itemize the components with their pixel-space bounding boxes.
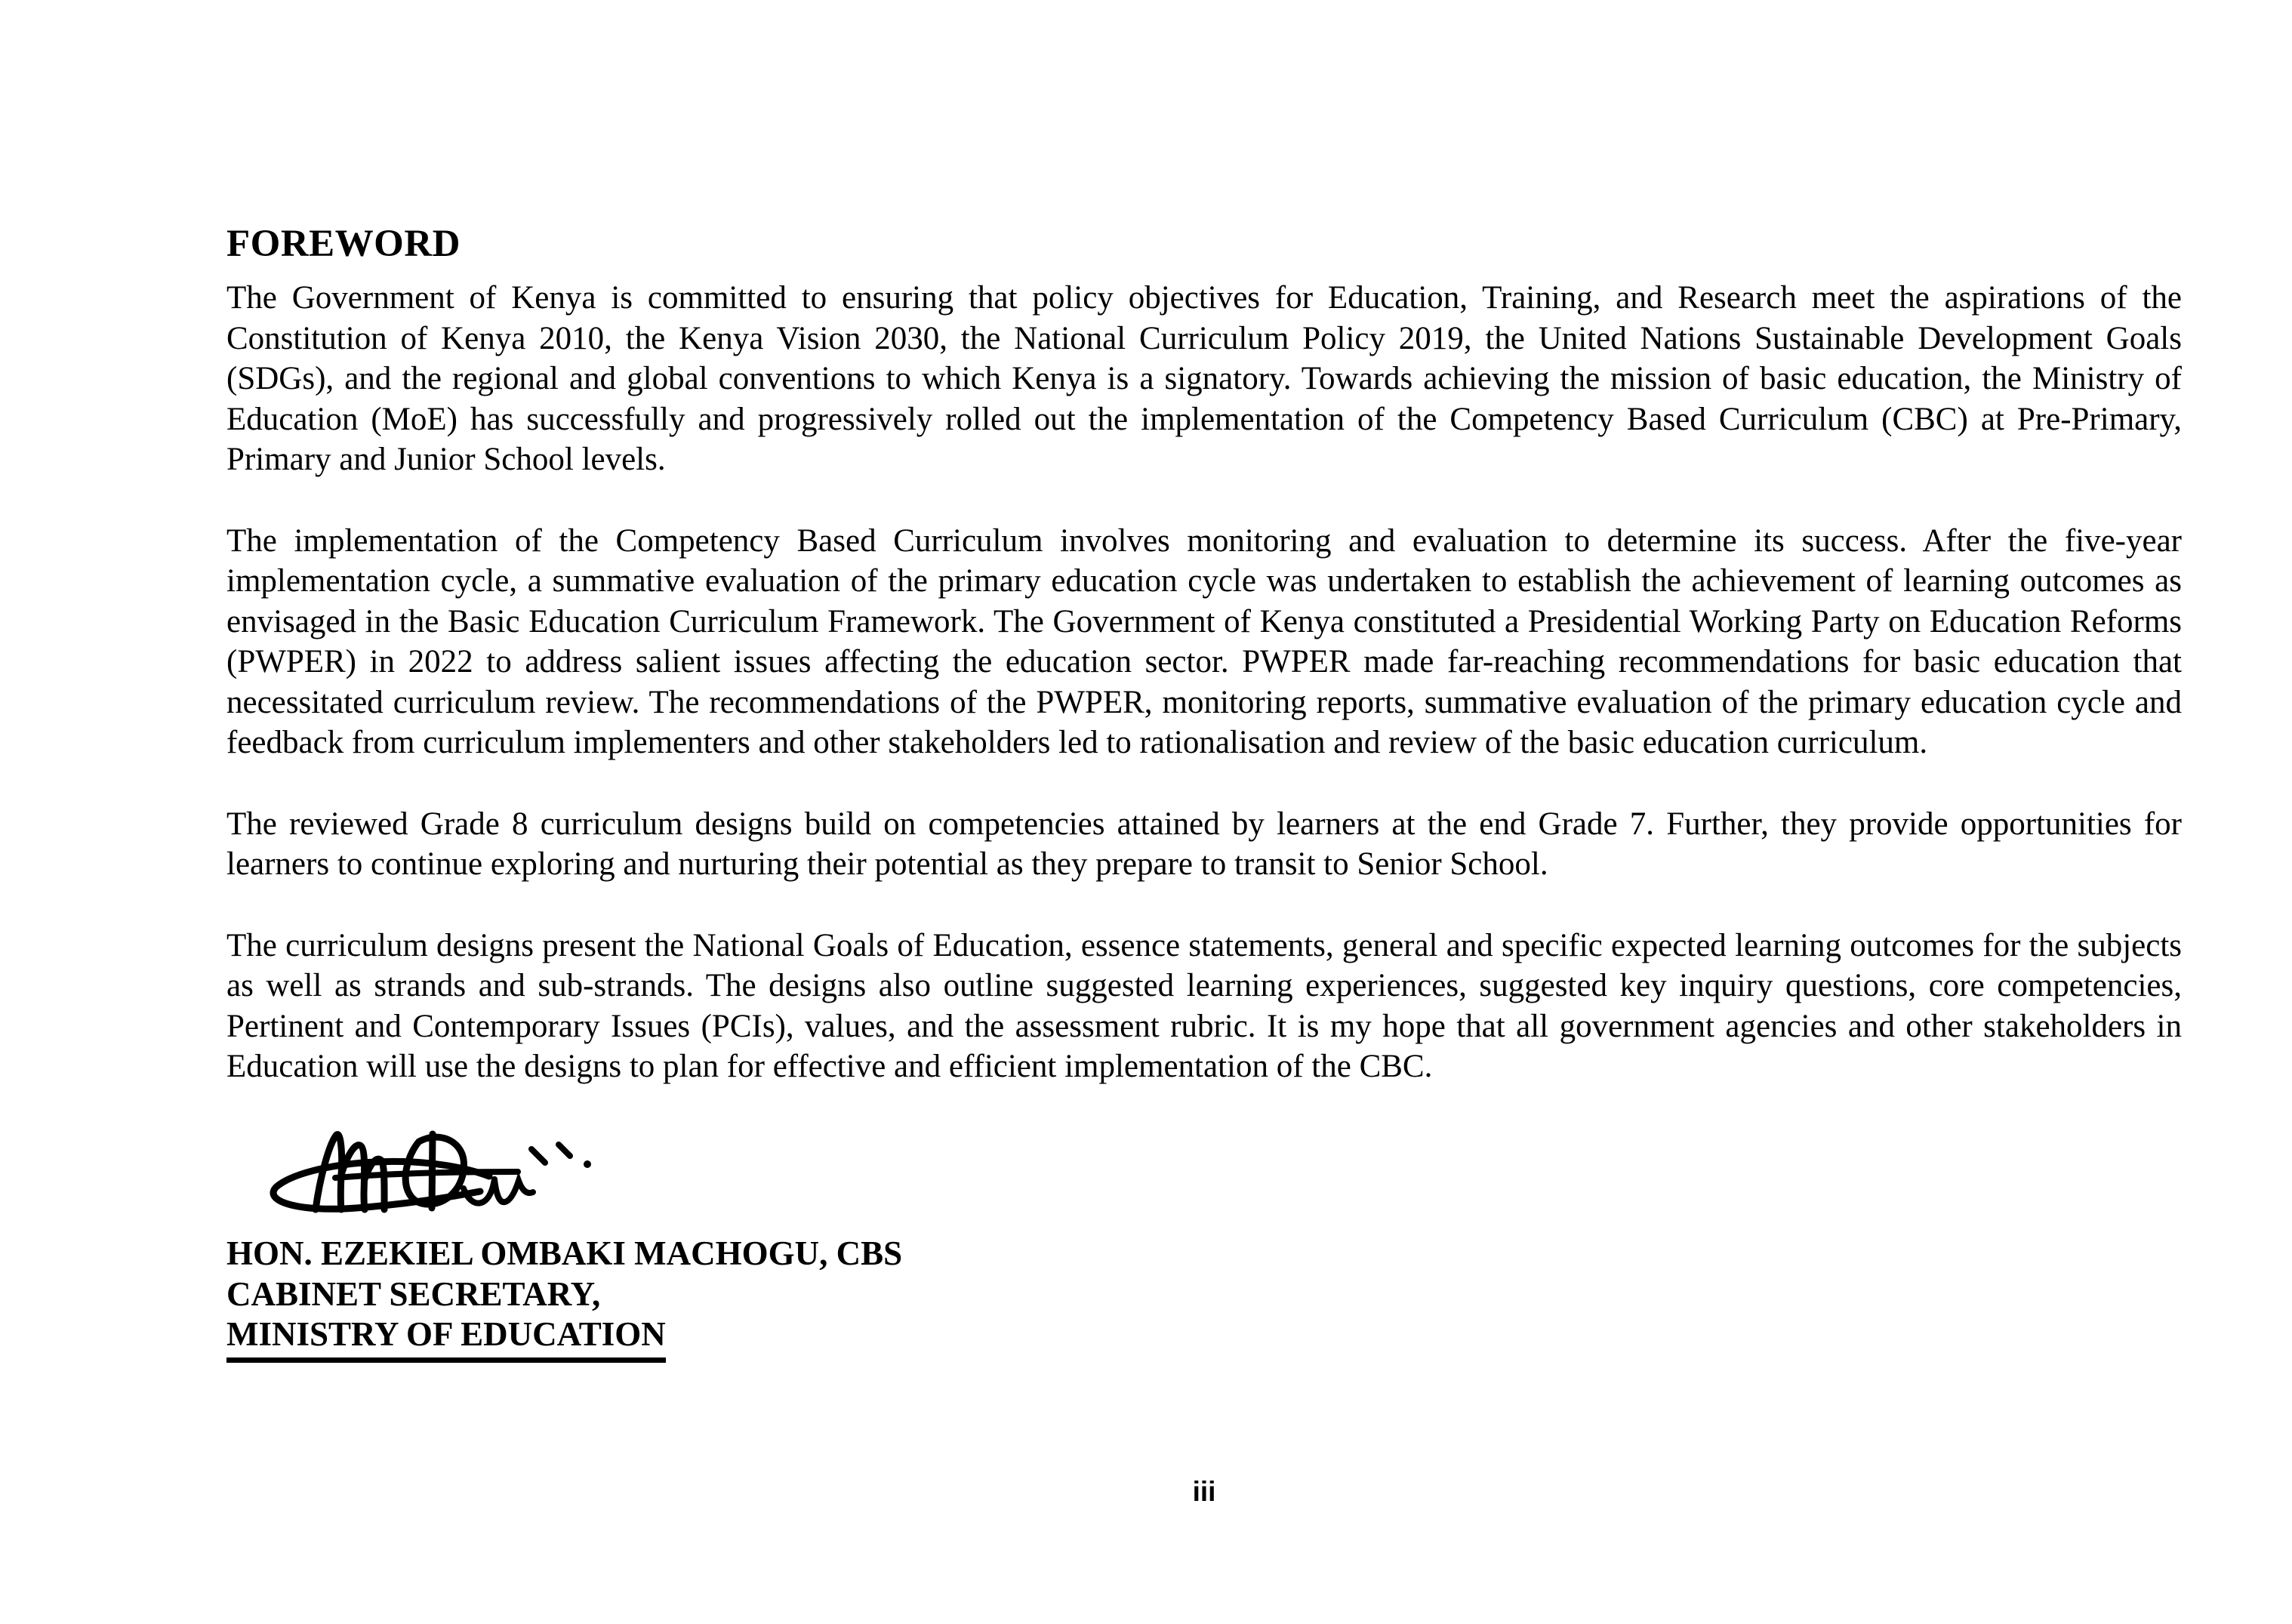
page-number: iii	[1192, 1476, 1216, 1507]
signatory-ministry-row	[226, 1314, 902, 1363]
signatory-title: CABINET SECRETARY,	[226, 1274, 601, 1313]
paragraph-implementation-evaluation: The implementation of the Competency Based Curriculum involves monitoring and evaluation to determine its success. After the five-year implementation cycle, a summative evaluation of the primary education cycle was undertaken to establish the achievement of learning outcomes as envisaged in the Basic Education Curriculum Framework. The Government of Kenya constituted a Presidential Working Party on Education Reforms (PWPER) in 2022 to address salient issues affecting the education sector. PWPER made far-reaching recommendations for basic education that necessitated curriculum review. The recommendations of the PWPER, monitoring reports, summative evaluation of the primary education cycle and feedback from curriculum implementers and other stakeholders led to rationalisation and review of the basic education curriculum.	[226, 522, 2182, 760]
signatory-block	[226, 1234, 902, 1363]
page-title: FOREWORD	[226, 223, 461, 265]
paragraph-design-contents: The curriculum designs present the National Goals of Education, essence statements, general and specific expected learning outcomes for the subjects as well as strands and sub-strands. The designs also outline suggested learning experiences, suggested key inquiry questions, core competencies, Pertinent and Contemporary Issues (PCIs), values, and the assessment rubric. It is my hope that all government agencies and other stakeholders in Education will use the designs to plan for effective and efficient implementation of the CBC.	[226, 927, 2182, 1084]
page-footer	[226, 1477, 2182, 1507]
signatory-ministry: MINISTRY OF EDUCATION	[226, 1314, 666, 1363]
signature-image	[263, 1128, 618, 1230]
paragraph-grade8-designs: The reviewed Grade 8 curriculum designs build on competencies attained by learners at the end Grade 7. Further, they provide opportunities for learners to continue exploring and nurturing their potential as they prepare to transit to Senior School.	[226, 806, 2182, 882]
paragraph-government-commitment: The Government of Kenya is committed to ensuring that policy objectives for Education, Training, and Research meet the aspirations of the Constitution of Kenya 2010, the Kenya Vision 2030, the National Curriculum Policy 2019, the United Nations Sustainable Development Goals (SDGs), and the regional and global conventions to which Kenya is a signatory. Towards achieving the mission of basic education, the Ministry of Education (MoE) has successfully and progressively rolled out the implementation of the Competency Based Curriculum (CBC) at Pre-Primary, Primary and Junior School levels.	[226, 280, 2182, 477]
signatory-name: HON. EZEKIEL OMBAKI MACHOGU, CBS	[226, 1234, 903, 1272]
foreword-section	[226, 220, 2182, 1087]
